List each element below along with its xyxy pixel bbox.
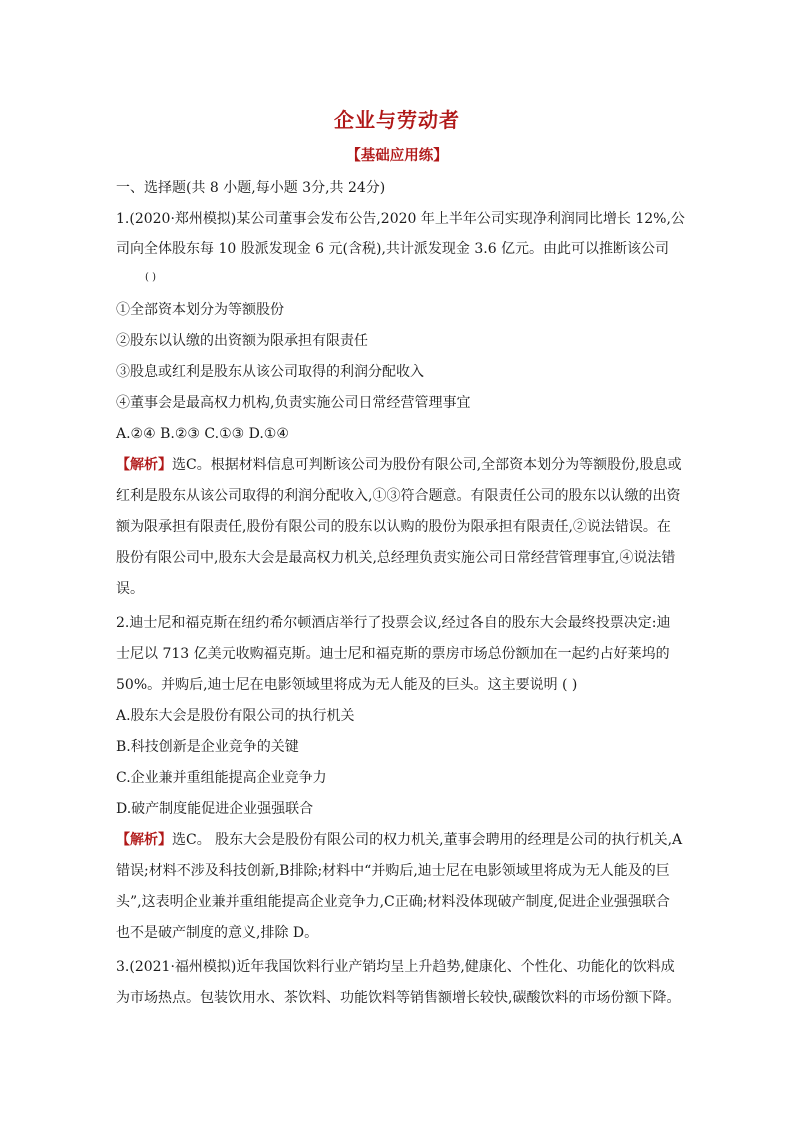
q1-stem-line: 1.(2020·郑州模拟)某公司董事会发布公告,2020 年上半年公司实现净利润同比增长 12%,公: [116, 211, 685, 227]
section-subtitle: 【基础应用练】: [346, 147, 448, 164]
q1-answer-paren: ( ): [145, 272, 156, 283]
q2-option: D.破产制度能促进企业强强联合: [116, 801, 314, 817]
q1-analysis-line: 误。: [116, 581, 144, 597]
q2-analysis-line: 错误;材料不涉及科技创新,B排除;材料中“并购后,迪士尼在电影领域里将成为无人能及的巨: [116, 863, 670, 879]
q2-stem-line: 士尼以 713 亿美元收购福克斯。迪士尼和福克斯的票房市场总份额加在一起约占好莱坞的: [116, 646, 670, 662]
q1-statement: ③股息或红利是股东从该公司取得的利润分配收入: [116, 364, 424, 380]
analysis-tag: 【解析】: [116, 832, 172, 848]
q1-analysis-line: 股份有限公司中,股东大会是最高权力机关,总经理负责实施公司日常经营管理事宜,④说法错: [116, 550, 676, 566]
q3-stem-line: 为市场热点。包装饮用水、茶饮料、功能饮料等销售额增长较快,碳酸饮料的市场份额下降。: [116, 990, 681, 1006]
q2-analysis-line: 头”,这表明企业兼并重组能提高企业竞争力,C正确;材料没体现破产制度,促进企业强强联合: [116, 894, 670, 910]
q2-stem-line: 2.迪士尼和福克斯在纽约希尔顿酒店举行了投票会议,经过各自的股东大会最终投票决定:迪: [116, 615, 671, 631]
analysis-text: 选C。根据材料信息可判断该公司为股份有限公司,全部资本划分为等额股份,股息或: [172, 457, 682, 473]
q3-stem-line: 3.(2021·福州模拟)近年我国饮料行业产销均呈上升趋势,健康化、个性化、功能化的饮料成: [116, 959, 675, 975]
q1-statement: ④董事会是最高权力机构,负责实施公司日常经营管理事宜: [116, 395, 471, 411]
q2-analysis-line: [116, 830, 688, 850]
q2-option: B.科技创新是企业竞争的关键: [116, 739, 299, 755]
q2-stem-line: 50%。并购后,迪士尼在电影领域里将成为无人能及的巨头。这主要说明 ( ): [116, 677, 578, 693]
q1-options: A.②④ B.②③ C.①③ D.①④: [116, 426, 289, 442]
q1-analysis-line: [116, 455, 688, 475]
q1-analysis-line: 额为限承担有限责任,股份有限公司的股东以认购的股份为限承担有限责任,②说法错误。在: [116, 519, 671, 535]
analysis-text: 选C。 股东大会是股份有限公司的权力机关,董事会聘用的经理是公司的执行机关,A: [172, 832, 683, 848]
q2-option: C.企业兼并重组能提高企业竞争力: [116, 770, 327, 786]
q1-statement: ①全部资本划分为等额股份: [116, 302, 284, 318]
q2-option: A.股东大会是股份有限公司的执行机关: [116, 708, 355, 724]
q1-analysis-line: 红利是股东从该公司取得的利润分配收入,①③符合题意。有限责任公司的股东以认缴的出资: [116, 488, 681, 504]
q1-statement: ②股东以认缴的出资额为限承担有限责任: [116, 333, 368, 349]
analysis-tag: 【解析】: [116, 457, 172, 473]
q2-analysis-line: 也不是破产制度的意义,排除 D。: [116, 925, 319, 941]
section-heading: 一、选择题(共 8 小题,每小题 3分,共 24分): [116, 180, 386, 196]
page-title: 企业与劳动者: [334, 108, 460, 132]
q1-stem-line: 司向全体股东每 10 股派发现金 6 元(含税),共计派发现金 3.6 亿元。由此可以推断该公司: [116, 241, 670, 257]
